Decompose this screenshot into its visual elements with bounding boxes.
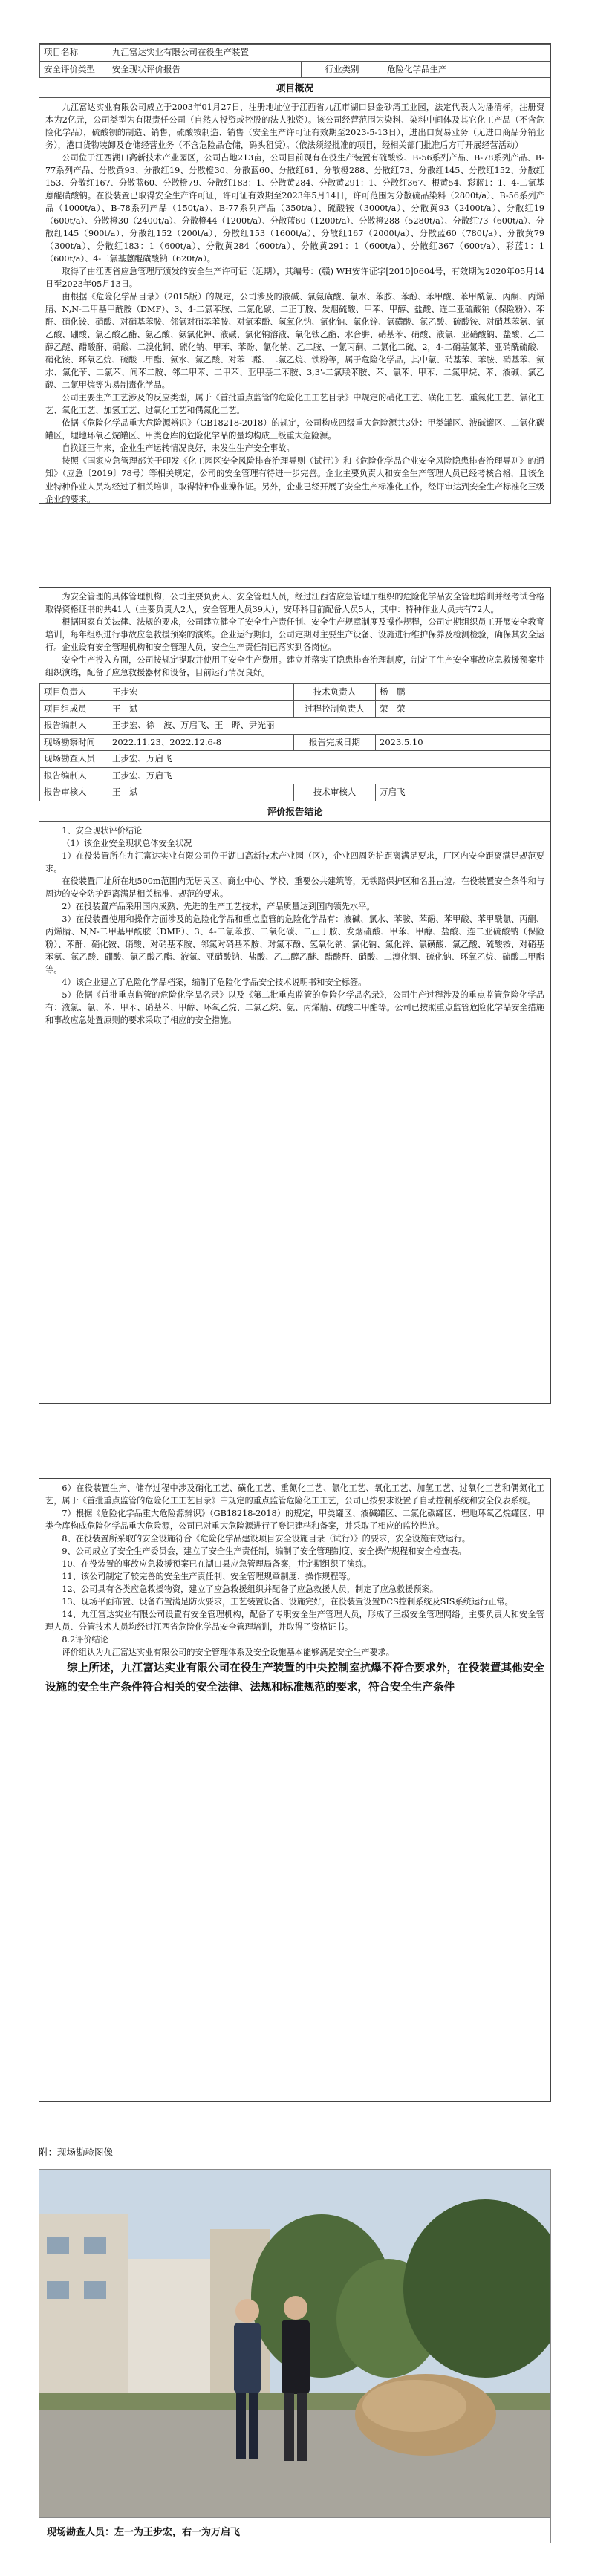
table-cell: 杨 鹏 (376, 684, 550, 701)
overview-title: 项目概况 (39, 78, 550, 98)
conclusion-point: （1）该企业安全现状总体安全状况 (62, 838, 192, 848)
table-cell: 报告编制人 (40, 767, 108, 784)
table-cell: 报告审核人 (40, 784, 108, 801)
conclusion-point: 评价组认为九江富达实业有限公司的安全管理体系及安全设施基本能够满足安全生产要求。 (62, 1648, 394, 1658)
conclusion-point: 2）在役装置产品采用国内成熟、先进的生产工艺技术，产品质量达到国内领先水平。 (62, 901, 375, 911)
conclusion-point: 12、公司具有各类应急救援物资，建立了应急救援组织并配备了应急救援人员，制定了应急救援预案。 (62, 1584, 438, 1595)
report-sheet-1 (39, 43, 551, 504)
management-paragraph: 根据国家有关法律、法规的要求，公司建立健全了安全生产责任制、安全生产规章制度及操作规程，公司定期组织员工开展安全教育培训，每年组织进行事故应急救援预案的演练。企业运行期间，公司定期对主要生产设备、设施进行维护保养及检测检验，确保其安全运行。企业设有安全管理机构和安全管理人员，安全生产责任制已落实到各岗位。 (45, 617, 544, 653)
conclusion-point: 1、安全现状评价结论 (62, 825, 143, 836)
conclusion-point: 3）在役装置使用和操作方面涉及的危险化学品和重点监管的危险化学品有：液碱、氯水、苯胺、苯酚、苯甲酸、苯甲酰氯、丙酮、丙烯腈、N,N-二甲基甲酰胺（DMF）、3、4-二氯苯胺、二氧化碳、二正丁胺、发烟硫酸、甲苯、甲醇、盐酸、连二亚硫酸钠（保险粉）、苯酐、硝化铵、硝酸、对硝基苯胺、邻氯对硝基苯胺、对氯苯酚、氢氧化钠、氯化钠、氯化锌、氯磺酸、氯乙酸、硫酸铵、对硝基苯氨、氯乙酸、硼酸、氯乙酸乙酯、液氯、亚硝酸钠、盐酸、乙二醇乙醚、醋酸酐、硝酸、二溴化铜、硫化钠、环氧乙烷、硫酸二甲酯等。 (45, 914, 544, 975)
conclusion-point: 10、在役装置的事故应急救援预案已在湖口县应急管理局备案，并定期组织了演练。 (62, 1559, 372, 1570)
table-cell: 项目负责人 (40, 684, 108, 701)
report-sheet-3 (39, 1478, 551, 2102)
overview-paragraph: 取得了由江西省应急管理厅颁发的安全生产许可证（延期），其编号：(赣) WH安许证字[2010]0604号，有效期为2020年05月14日至2023年05月13日。 (45, 267, 544, 290)
conclusion-point: 8.2评价结论 (62, 1635, 108, 1645)
table-cell: 万启飞 (376, 784, 550, 801)
table-row (40, 767, 550, 784)
report-sheet-2 (39, 587, 551, 1404)
staff-table (39, 683, 550, 801)
overview-paragraph: 公司主要生产工艺涉及的反应类型，属于《首批重点监管的危险化工工艺目录》中规定的硝化工艺、磺化工艺、重氮化工艺、氯化工艺、氧化工艺、加氢工艺、过氧化工艺和偶氮化工艺。 (45, 393, 544, 416)
photo-caption: 现场勘查人员：左一为王步宏，右一为万启飞 (39, 2518, 551, 2543)
table-cell: 王 斌 (108, 784, 294, 801)
management-body (39, 588, 550, 683)
site-photo (39, 2169, 551, 2518)
conclusion-point: 13、现场平面布置、设备布置满足防火要求，工艺装置设备、设施完好，在役装置设置DCS控制系统及SIS系统运行正常。 (62, 1597, 513, 1607)
table-cell: 现场勘察时间 (40, 734, 108, 751)
table-cell: 2022.11.23、2022.12.6-8 (108, 734, 294, 751)
table-cell: 技术负责人 (294, 684, 376, 701)
overview-paragraph: 九江富达实业有限公司成立于2003年01月27日，注册地址位于江西省九江市湖口县金砂湾工业园，法定代表人为潘清标，注册资本为2亿元，公司类型为有限责任公司（自然人投资或控股的法人独资）。该公司经营范围为染料、染料中间体及其它化工产品（不含危险化学品），硫酸钡的制造、销售，硫酸铵制造、销售（安全生产许可证有效期至2023-5-13日），进出口贸易业务（无进口商品分销业务），港口货物装卸及仓储经营业务（不含危险品仓储，码头租赁）。（依法须经批准的项目，经相关部门批准后方可开展经营活动） (45, 103, 544, 151)
conclusion-point: 8、在役装置所采取的安全设施符合《危险化学品建设项目安全设施目录（试行）》的要求，安全设施有效运行。 (62, 1534, 471, 1544)
table-row (40, 684, 550, 701)
table-cell: 报告编制人 (40, 718, 108, 735)
management-paragraph: 安全生产投入方面，公司按规定提取并使用了安全生产费用。建立并落实了隐患排查治理制度，制定了生产安全事故应急救援预案并组织演练，配备了应急救援器材和设备，目前运行情况良好。 (45, 655, 544, 678)
final-conclusion: 综上所述，九江富达实业有限公司在役生产装置的中央控制室抗爆不符合要求外，在役装置其他安全设施的安全生产条件符合相关的安全法律、法规和标准规范的要求，符合安全生产条件 (45, 1662, 544, 1694)
table-cell: 技术审核人 (294, 784, 376, 801)
table-cell: 王步宏、万启飞 (108, 767, 550, 784)
conclusion-point: 14、九江富达实业有限公司设置有安全管理机构，配备了专职安全生产管理人员，形成了三级安全管理网络。主要负责人和安全管理人员、分管技术人员均经过江西省危险化学品安全管理培训，并取得了资格证书。 (45, 1610, 544, 1633)
conclusion-point: 9、公司成立了安全生产委员会，建立了安全生产责任制，编制了安全管理制度、安全操作规程和安全检查表。 (62, 1546, 466, 1557)
conclusion-body-1 (39, 822, 550, 1031)
eval-type: 安全现状评价报告 (108, 61, 302, 78)
table-row (40, 751, 550, 768)
project-name: 九江富达实业有限公司在役生产装置 (108, 45, 550, 62)
industry: 危险化学品生产 (383, 61, 550, 78)
overview-paragraph: 按照《国家应急管理部关于印发《化工园区安全风险排查治理导则（试行）》和《危险化学品企业安全风险隐患排查治理导则》的通知》（应急〔2019〕78号）等相关规定，公司的安全管理有待进一步完善。企业主要负责人和安全生产管理人员已经考核合格，且该企业特种作业人员均经过了相关培训，取得特种作业操作证。另外，企业已经开展了安全生产标准化工作，经评审达到安全生产标准化三级企业的要求。 (45, 456, 544, 504)
table-row (40, 734, 550, 751)
conclusion-point: 7）根据《危险化学品重大危险源辨识》（GB18218-2018）的规定，甲类罐区、液碱罐区、二氯化碳罐区、埋地环氧乙烷罐区、甲类仓库构成危险化学品重大危险源，公司已对重大危险源进行了登记建档和备案，并采取了相应的监控措施。 (45, 1509, 544, 1532)
table-cell: 王步宏 (108, 684, 294, 701)
overview-paragraph: 公司位于江西湖口高新技术产业园区，公司占地213亩，公司目前现有在役生产装置有硫酸铵、B-56系列产品、B-78系列产品、B-77系列产品、分散黄93、分散红19、分散橙30、分散蓝60、分散红61、分散橙288、分散红73、分散红145、分散红152、分散红153、分散红167、分散蓝60、分散橙79、分散红183：1、分散黄284、分散黄291：1、分散红367、根黄54、彩蓝1：1、4-二氯基蒽醌磺酸钠。在役装置已取得安全生产许可证，许可证有效期至2023年5月14日，许可范围为分散硫品染料（2800t/a）、B-56系列产品（1000t/a）、B-78系列产品（150t/a）、B-77系列产品（350t/a）、硫酸铵（3000t/a）、分散黄93（2400t/a）、分散红19（600t/a）、分散橙30（2400t/a）、分散橙44（1200t/a）、分散蓝60（1200t/a）、分散橙288（5280t/a）、分散红73（600t/a）、分散红145（900t/a）、分散红152（200t/a）、分散红153（1600t/a）、分散红167（2000t/a）、分散蓝60（780t/a）、分散黄79（300t/a）、分散红183：1（600t/a）、分散黄284（600t/a）、分散黄291：1（600t/a）、分散红367（600t/a）、彩蓝1：1（600t/a）、4-二氯基蒽醌磺酸钠（620t/a）。 (45, 153, 544, 264)
conclusion-point: 11、该公司制定了较完善的安全生产责任制、安全管理规章制度、操作规程等。 (62, 1572, 356, 1582)
table-row (40, 700, 550, 718)
table-cell: 项目组成员 (40, 700, 108, 718)
table-cell: 王步宏、徐 波、万启飞、王 晔、尹光丽 (108, 718, 550, 735)
eval-type-label: 安全评价类型 (40, 61, 108, 78)
conclusion-point: 在役装置厂址所在地500m范围内无居民区、商业中心、学校、重要公共建筑等，无铁路保护区和名胜古迹。在役装置安全条件和与周边的安全防护距离满足相关标准、规范的要求。 (45, 876, 544, 899)
table-cell: 王步宏、万启飞 (108, 751, 550, 768)
table-cell: 过程控制负责人 (294, 700, 376, 718)
conclusion-title: 评价报告结论 (39, 801, 550, 822)
table-cell: 2023.5.10 (376, 734, 550, 751)
conclusion-point: 4）该企业建立了危险化学品档案，编制了危险化学品安全技术说明书和安全标签。 (62, 977, 367, 987)
overview-paragraph: 自换证三年来，企业生产运转情况良好，未发生生产安全事故。 (62, 443, 295, 454)
conclusion-point: 5）依据《首批重点监管的危险化学品名录》以及《第二批重点监管的危险化学品名录》，公司生产过程涉及的重点监管危险化学品有：液氯、氯、苯、甲苯、硝基苯、甲醇、环氧乙烷、二氯乙烷、氨、丙烯腈、硫酸二甲酯等。公司已按照重点监管危险化学品安全措施和事故应急处置原则的要求采取了相应的安全措施。 (45, 989, 544, 1025)
site-photo-image (39, 2170, 551, 2518)
table-cell: 报告完成日期 (294, 734, 376, 751)
conclusion-point: 1）在役装置所在九江富达实业有限公司位于湖口高新技术产业园（区），企业四周防护距离满足要求，厂区内安全距离满足规范要求。 (45, 850, 544, 874)
attachment-title: 附：现场勘验图像 (39, 2147, 114, 2158)
table-cell: 荣 荣 (376, 700, 550, 718)
table-row (40, 718, 550, 735)
table-cell: 王 斌 (108, 700, 294, 718)
table-row (40, 784, 550, 801)
conclusion-point: 6）在役装置生产、储存过程中涉及硝化工艺、磺化工艺、重氮化工艺、氯化工艺、氧化工艺、加氢工艺、过氧化工艺和偶氮化工艺，属于《首批重点监管的危险化工工艺目录》中规定的重点监管危险化工工艺，公司已按要求设置了自动控制系统和安全仪表系统。 (45, 1483, 544, 1506)
table-cell: 现场勘查人员 (40, 751, 108, 768)
management-paragraph: 为安全管理的具体管理机构，公司主要负责人、安全管理人员，经过江西省应急管理厅组织的危险化学品安全管理培训并经考试合格取得资格证书的共41人（主要负责人2人，安全管理人员39人），安环科目前配备人员5人，其中：特种作业人员共有72人。 (45, 592, 544, 615)
overview-paragraph: 由根据《危险化学品目录》（2015版）的规定，公司涉及的液碱、氯氨磺酸、氯水、苯胺、苯酚、苯甲酸、苯甲酰氯、丙酮、丙烯腈、N,N-二甲基甲酰胺（DMF）、3、4-二氯苯胺、二氯化碳、二正丁胺、发烟硫酸、甲苯、甲醇、盐酸、连二亚硫酸钠（保险粉）、苯酐、硝化铵、硝酸、对硝基苯胺、邻氯对硝基苯胺、对氯苯酚、氢氧化钠、氯化钠、氯化锌、氯磺酸、氯乙酸、硫酸铵、对硝基苯氨、氯乙酸、硼酸、氯乙酸乙酯、氨乙酸、氨氯化钾、液碱、氯化钠溶液、氧化钛乙酯、水合肼、硝基苯、硝酸、液氯、亚硝酸钠、盐酸、乙二醇乙醚、醋酸酐、硝酸、二溴化铜、硫化钠、甲苯、苯酚、氯化钠、乙二胺、一氯丙酮、二氯化二硫、2，4-二硝基氯苯、亚硝酰硫酸、硝化铵、环氧乙烷、硫酸二甲酯、氨水、氯乙酸、对苯二醛、二氯乙烷、铁粉等，属于危险化学品，其中氯、硝基苯、苯胺、硝基苯、氨水、氯化苄、二氯苯、间苯二胺、邻二甲苯、二甲苯、亚甲基二苯胺、3,3'-二氯联苯胺、苯、氯苯、甲苯、二氯甲烷、苯、液碱、氯乙酸、二氯甲烷等为易制毒化学品。 (45, 292, 544, 391)
overview-body (39, 98, 550, 510)
industry-label: 行业类别 (302, 61, 383, 78)
header-table (39, 44, 550, 78)
project-name-label: 项目名称 (40, 45, 108, 62)
overview-paragraph: 依据《危险化学品重大危险源辨识》（GB18218-2018）的规定，公司构成四级重大危险源共3处：甲类罐区、液碱罐区、二氯化碳罐区，埋地环氧乙烷罐区、甲类仓库的危险化学品的量均构成三级重大危险源。 (45, 418, 544, 441)
conclusion-body-2 (39, 1479, 550, 1701)
